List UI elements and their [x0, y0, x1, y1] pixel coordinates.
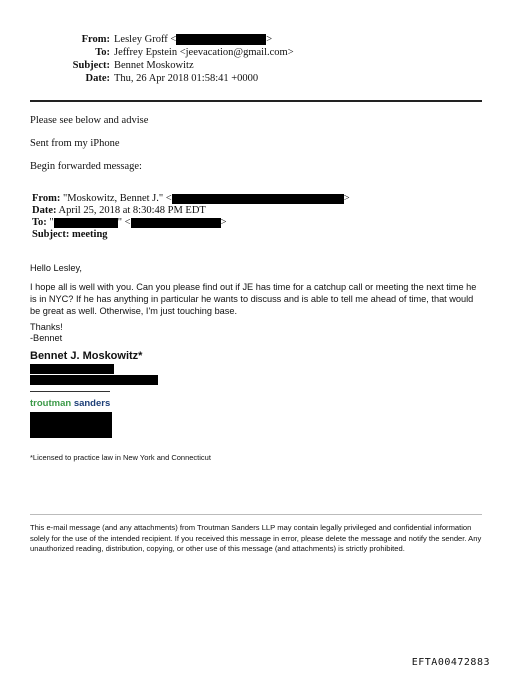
firm-logo-part2: sanders [73, 398, 111, 409]
to-label: To: [95, 47, 110, 58]
message-body: I hope all is well with you. Can you please find out if JE has time for a catchup call or meeting the next time he is in NYC? If he has anything in particular he wants to discuss and is able to tell me ahead of time, that would be great as well. Otherwise, I'm just touching base. [30, 282, 477, 316]
fwd-to-label: To: [32, 217, 47, 228]
disclaimer-divider [30, 514, 482, 515]
signature-name: Bennet J. Moskowitz* [30, 350, 143, 362]
redaction-block [172, 194, 344, 204]
redaction-block [30, 412, 112, 425]
fwd-subject-value: meeting [71, 229, 108, 240]
fwd-date-value: April 25, 2018 at 8:30:48 PM EDT [58, 205, 206, 216]
from-value [114, 34, 272, 45]
fwd-from-end: > [343, 193, 350, 204]
subject-label: Subject: [72, 60, 110, 71]
from-end: > [266, 34, 273, 45]
date-label: Date: [85, 73, 110, 84]
fwd-to-end: > [220, 217, 227, 228]
greeting: Hello Lesley, [30, 263, 82, 273]
intro-line-2: Sent from my iPhone [30, 138, 120, 149]
subject-value: Bennet Moskowitz [114, 60, 194, 71]
license-note: *Licensed to practice law in New York and Connecticut [30, 453, 211, 462]
closing-name: -Bennet [30, 333, 63, 343]
fwd-to-text: " [49, 217, 54, 228]
fwd-subject-label: Subject: [32, 229, 70, 240]
fwd-date-label: Date: [32, 205, 57, 216]
redaction-block [30, 364, 114, 374]
to-value: Jeffrey Epstein <jeevacation@gmail.com> [114, 47, 294, 58]
fwd-to-row [32, 217, 226, 229]
from-label: From: [81, 34, 110, 45]
closing-thanks: Thanks! [30, 322, 63, 332]
fwd-from-label: From: [32, 193, 61, 204]
redaction-block [30, 425, 112, 438]
intro-line-3: Begin forwarded message: [30, 161, 142, 172]
fwd-from-row [32, 193, 350, 205]
signature-divider [30, 391, 110, 392]
bates-number: EFTA00472883 [411, 657, 490, 668]
firm-logo [30, 398, 110, 409]
fwd-subject-row [32, 229, 108, 241]
date-value: Thu, 26 Apr 2018 01:58:41 +0000 [114, 73, 259, 84]
intro-line-1: Please see below and advise [30, 115, 149, 126]
legal-disclaimer: This e-mail message (and any attachments) from Troutman Sanders LLP may contain legally privileged and confidential information solely for the use of the intended recipient. If you received this message in error, please delete the message and notify the sender. Any unauthorized reading, distribution, copying, or other use of this message (and attachments) is strictly prohibited. [30, 523, 482, 553]
redaction-block [131, 218, 221, 228]
from-text: Lesley Groff < [114, 34, 177, 45]
redaction-block [176, 34, 266, 45]
header-divider [30, 100, 482, 102]
fwd-from-text: "Moskowitz, Bennet J." < [63, 193, 172, 204]
fwd-date-row [32, 205, 206, 217]
redaction-block [54, 218, 118, 228]
firm-logo-part1: troutman [30, 398, 72, 409]
fwd-to-mid: " < [117, 217, 131, 228]
redaction-block [30, 375, 158, 385]
